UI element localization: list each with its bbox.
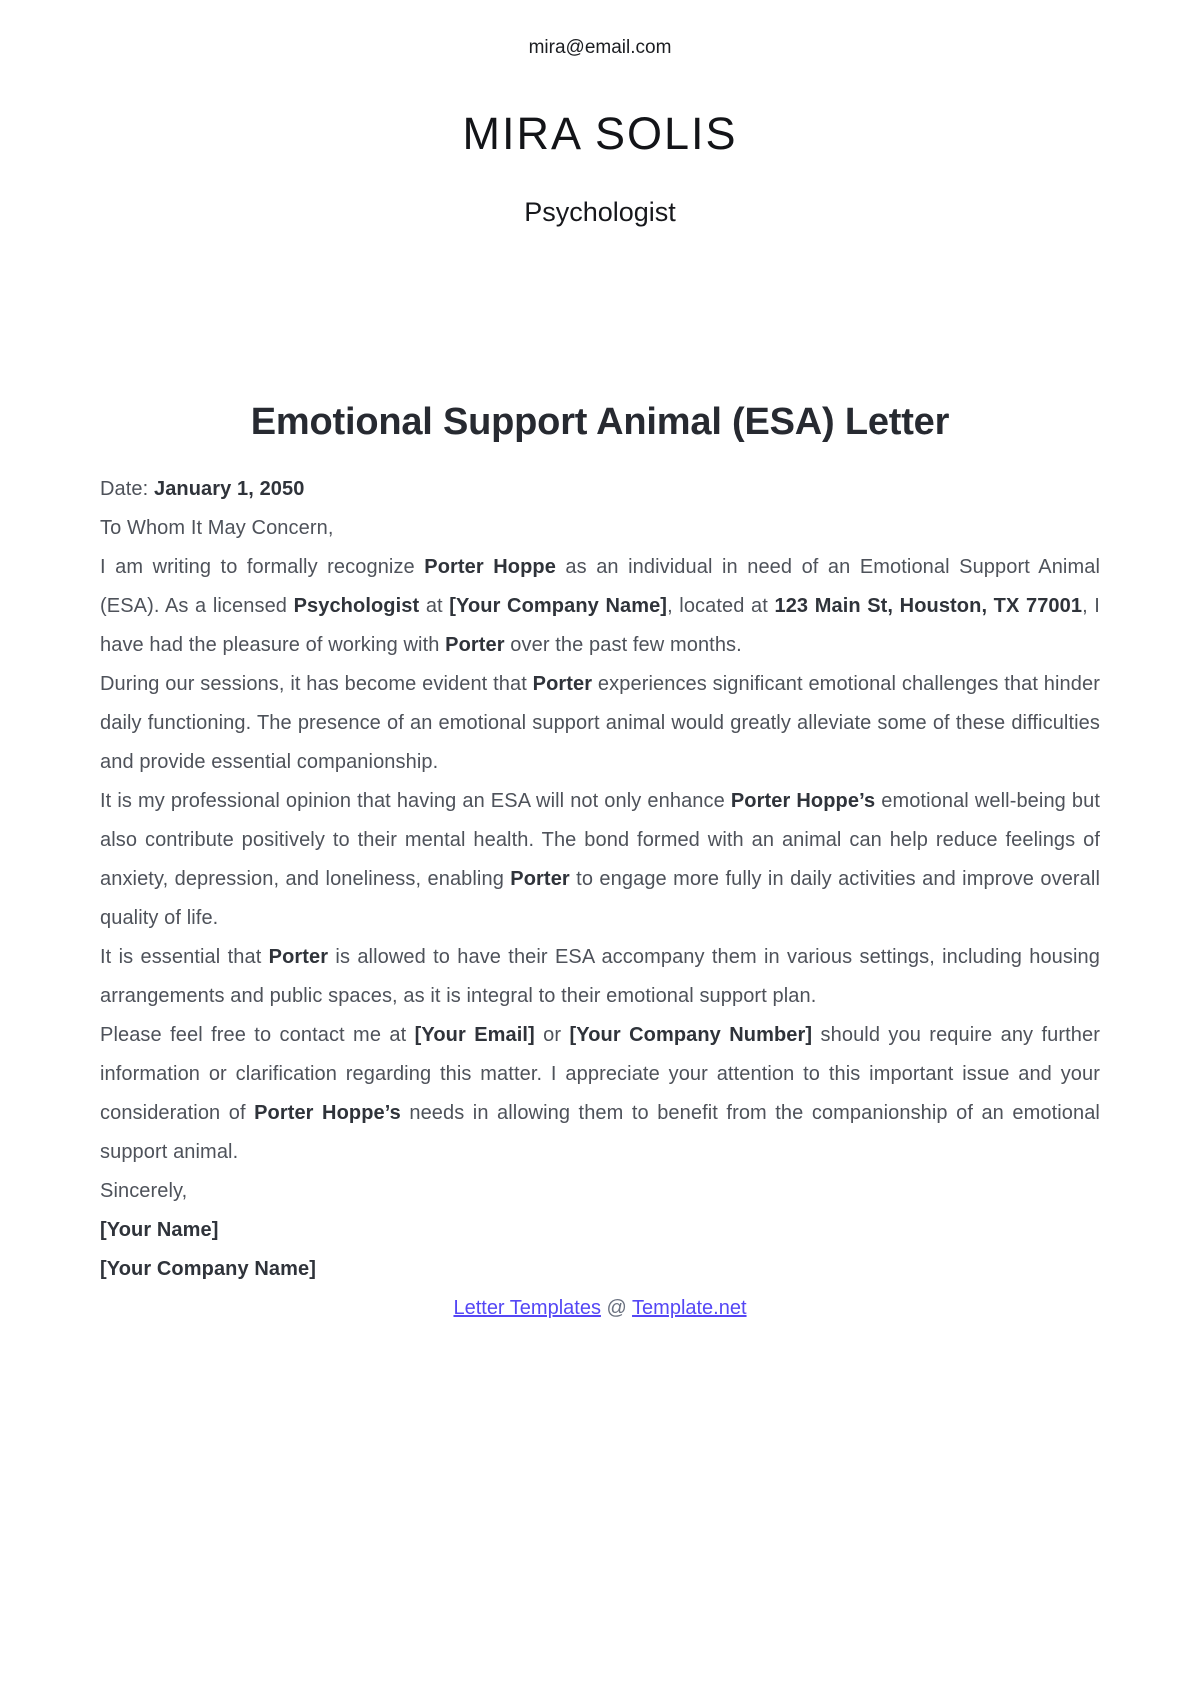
bold-text-run: 123 Main St, Houston, TX 77001 [774,595,1083,617]
author-name: MIRA SOLIS [462,108,738,159]
paragraph-sessions [100,665,1100,782]
date-line [100,470,1100,509]
letter-title: Emotional Support Animal (ESA) Letter [250,401,950,443]
text-run: , located at [667,595,775,617]
text-run: During our sessions, it has become evident that [100,673,533,695]
contact-email: mira@email.com [528,37,672,58]
letter-body [100,470,1100,1289]
text-run: To Whom It May Concern, [100,517,334,539]
bold-text-run: January 1, 2050 [153,478,305,500]
text-run: , I have had the pleasure of working with [100,595,1100,656]
salutation-line [100,509,1100,548]
text-run: at [419,595,450,617]
bold-text-run: Porter Hoppe’s [254,1102,401,1124]
text-run: as an individual in need of an Emotional Support Animal (ESA). As a licensed [100,556,1100,617]
text-run: I am writing to formally recognize [100,556,425,578]
text-run: Date: [100,478,154,500]
signature-company [100,1250,1100,1289]
text-run: is allowed to have their ESA accompany them in various settings, including housing arrangements and public spaces, as it is integral to their emotional support plan. [100,946,1100,1007]
text-run: needs in allowing them to benefit from the companionship of an emotional support animal. [100,1102,1100,1163]
bold-text-run: [Your Company Number] [569,1024,813,1046]
text-run: experiences significant emotional challenges that hinder daily functioning. The presence of an emotional support animal would greatly alleviate some of these difficulties and provide essential companionship. [100,673,1100,773]
bold-text-run: [Your Email] [414,1024,535,1046]
bold-text-run: Porter [532,673,593,695]
text-run: should you require any further information or clarification regarding this matter. I appreciate your attention to this important issue and your consideration of [100,1024,1101,1124]
template-net-link[interactable]: Template.net [632,1297,747,1319]
text-run: Sincerely, [100,1180,188,1202]
text-run: It is my professional opinion that having an ESA will not only enhance [100,790,731,812]
bold-text-run: Porter [268,946,329,968]
text-run: or [534,1024,570,1046]
text-run: to engage more fully in daily activities and improve overall quality of life. [100,868,1100,929]
closing-line [100,1172,1100,1211]
bold-text-run: Porter [445,634,505,656]
template-attribution [100,1289,1100,1328]
paragraph-contact [100,1016,1100,1172]
bold-text-run: Porter [510,868,570,890]
signature-name [100,1211,1100,1250]
text-run: It is essential that [100,946,269,968]
bold-text-run: [Your Company Name] [449,595,668,617]
text-run: emotional well-being but also contribute positively to their mental health. The bond formed with an animal can help reduce feelings of anxiety, depression, and loneliness, enabling [100,790,1100,890]
author-role: Psychologist [524,197,676,227]
bold-text-run: [Your Name] [100,1219,219,1241]
attribution-separator: @ [606,1297,627,1319]
text-run: over the past few months. [504,634,742,656]
text-run: Please feel free to contact me at [100,1024,415,1046]
letter-content [100,400,1100,1328]
letterhead [100,36,1100,228]
letter-templates-link[interactable]: Letter Templates [453,1297,601,1319]
bold-text-run: Psychologist [293,595,420,617]
paragraph-essential [100,938,1100,1016]
bold-text-run: Porter Hoppe [424,556,556,578]
bold-text-run: Porter Hoppe’s [730,790,876,812]
bold-text-run: [Your Company Name] [100,1258,317,1280]
paragraph-introduction [100,548,1100,665]
paragraph-opinion [100,782,1100,938]
